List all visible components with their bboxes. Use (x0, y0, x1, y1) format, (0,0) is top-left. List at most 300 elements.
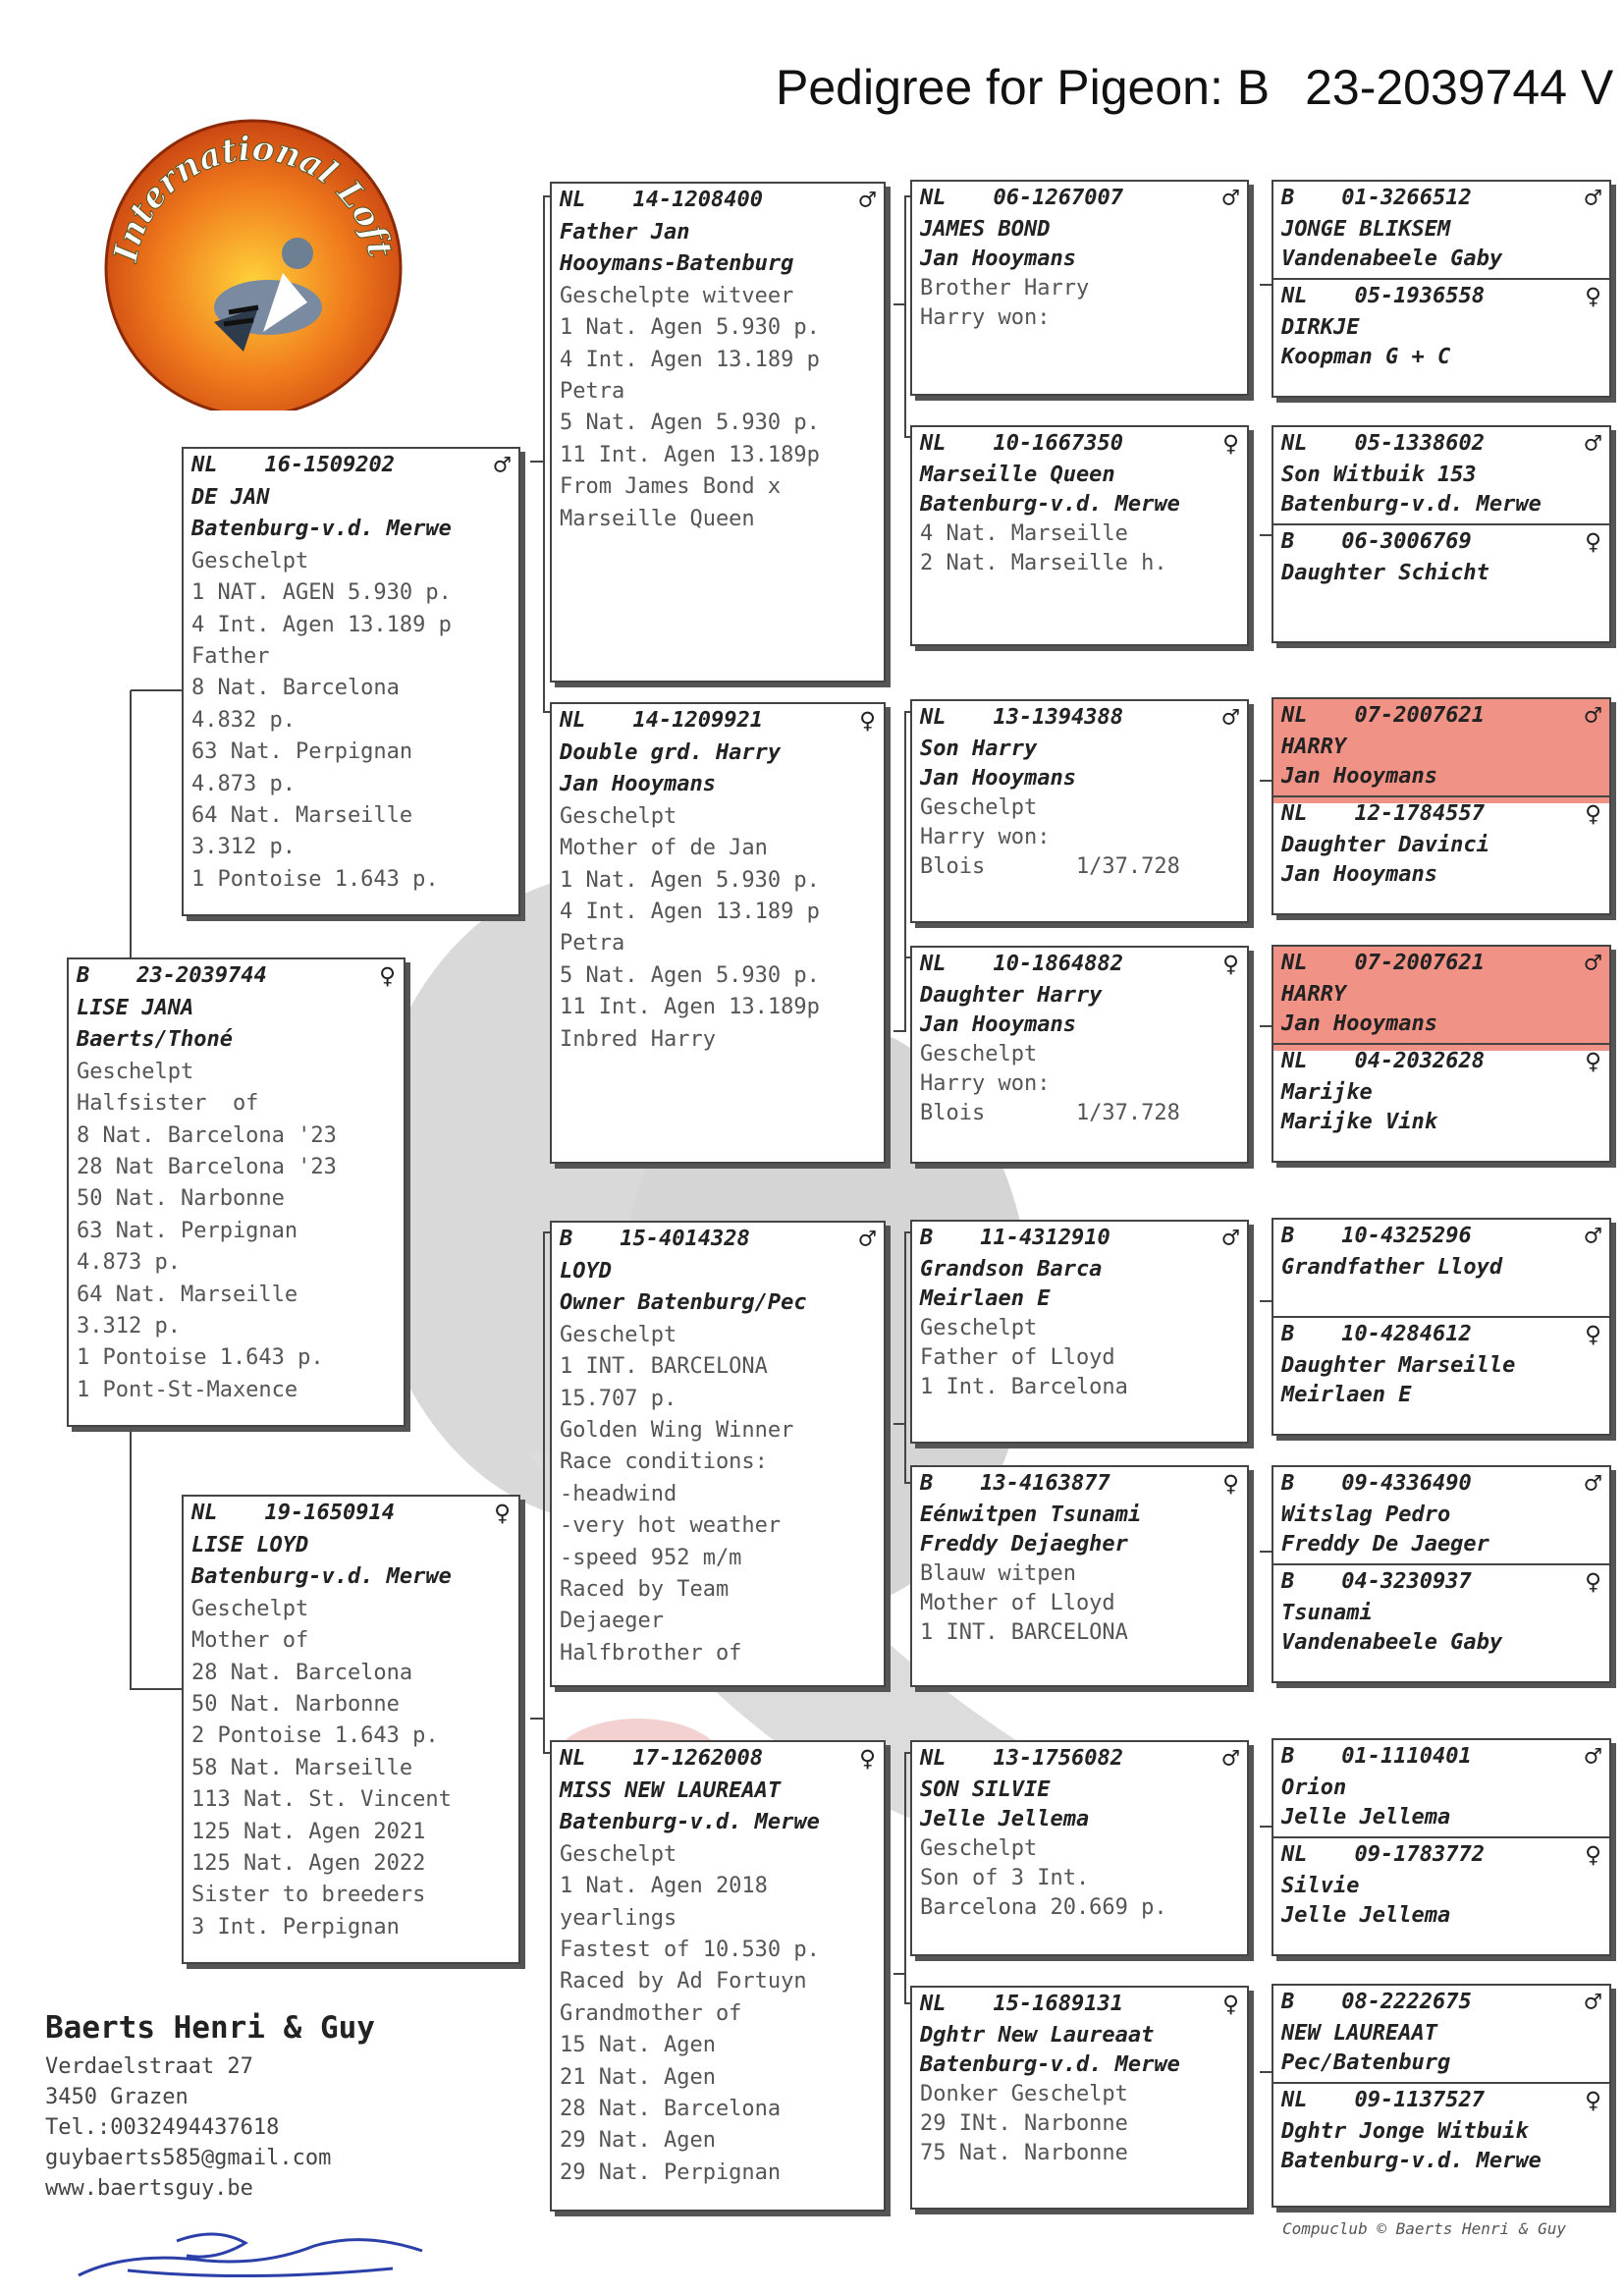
pigeon-note-line: Son of 3 Int. (920, 1866, 1090, 1890)
pigeon-note-line: -headwind (560, 1481, 677, 1506)
pigeon-name-line: Marijke (1281, 1080, 1373, 1105)
pigeon-note-line: 64 Nat. Marseille (77, 1282, 298, 1307)
male-symbol-icon: ♂ (1585, 181, 1601, 214)
pigeon-note-line: 1 INT. BARCELONA (920, 1620, 1128, 1645)
pigeon-note-line: 4 Nat. Marseille (920, 521, 1128, 546)
pigeon-note-line: 15.707 p. (560, 1386, 677, 1411)
pigeon-name-line: Marijke Vink (1281, 1110, 1437, 1134)
pigeon-note-line: 3.312 p. (77, 1314, 181, 1339)
male-symbol-icon: ♂ (859, 1222, 876, 1255)
pigeon-header (191, 1497, 511, 1530)
pigeon-note-line: 28 Nat. Barcelona (560, 2097, 782, 2122)
country-code: NL (191, 452, 218, 477)
pigeon-note-line: 4.832 p. (191, 707, 296, 733)
pigeon-name-line: Jan Hooymans (1281, 764, 1437, 789)
country-code: NL (920, 1991, 947, 2016)
ring-number: 19-1650914 (264, 1500, 395, 1525)
country-code: B (1281, 1568, 1295, 1594)
ring-number: 06-1267007 (993, 185, 1123, 210)
pigeon-note-line: 1 Pontoise 1.643 p. (77, 1345, 324, 1371)
pigeon-note-line: Father (191, 644, 270, 670)
ring-number: 07-2007621 (1354, 950, 1485, 975)
pigeon-note-line: Geschelpt (560, 803, 677, 829)
pigeon-note-line: Petra (560, 379, 625, 405)
pigeon-note-line: 4 Int. Agen 13.189 p (560, 347, 820, 372)
pigeon-header (1281, 1565, 1601, 1599)
pigeon-name-line: DE JAN (191, 485, 270, 510)
pigeon-note-line: 58 Nat. Marseille (191, 1755, 413, 1780)
pigeon-note-line: Geschelpt (560, 1322, 677, 1347)
country-code: NL (1281, 800, 1308, 826)
pigeon-name-line: Jan Hooymans (1281, 1011, 1437, 1036)
pigeon-note-line: Halfbrother of (560, 1640, 742, 1666)
female-symbol-icon: ♀ (1585, 279, 1601, 312)
pigeon-note-line: Brother Harry (920, 276, 1090, 301)
country-code: NL (1281, 702, 1308, 728)
pigeon-header (1281, 182, 1601, 215)
female-symbol-icon: ♀ (1585, 1317, 1601, 1350)
male-symbol-icon: ♂ (1222, 1221, 1239, 1254)
pigeon-note-line: Geschelpt (920, 795, 1038, 820)
pigeon-name-line: Hooymans-Batenburg (560, 251, 794, 277)
pigeon-header (1281, 2084, 1601, 2117)
pigeon-name-line: Dghtr Jonge Witbuik (1281, 2119, 1529, 2144)
pigeon-name-line: Batenburg-v.d. Merwe (560, 1810, 820, 1835)
pigeon-note-line: 50 Nat. Narbonne (191, 1692, 400, 1718)
ring-number: 09-4336490 (1341, 1470, 1472, 1496)
pigeon-name-line: Eénwitpen Tsunami (920, 1503, 1142, 1527)
pigeon-note-line: 4.873 p. (77, 1250, 181, 1276)
female-symbol-icon: ♀ (1222, 1466, 1239, 1500)
female-symbol-icon: ♀ (1585, 796, 1601, 830)
pigeon-name-line: Meirlaen E (1281, 1383, 1412, 1407)
female-symbol-icon: ♀ (1585, 1564, 1601, 1598)
ring-number: 11-4312910 (980, 1225, 1110, 1250)
male-symbol-icon: ♂ (1222, 700, 1239, 734)
female-symbol-icon: ♀ (494, 1496, 511, 1529)
card-gen4-pair-8[interactable] (1272, 1984, 1611, 2208)
country-code: NL (1281, 2087, 1308, 2112)
card-gen4-pair-4[interactable] (1272, 945, 1611, 1163)
male-symbol-icon: ♂ (1585, 946, 1601, 979)
country-code: B (920, 1470, 934, 1496)
pigeon-header (191, 449, 511, 482)
pigeon-name-line: Batenburg-v.d. Merwe (920, 2052, 1180, 2077)
pigeon-note-line: 29 INt. Narbonne (920, 2111, 1128, 2136)
pigeon-header (1281, 1740, 1601, 1774)
pigeon-note-line: 1 Pont-St-Maxence (77, 1377, 298, 1402)
pigeon-note-line: Blauw witpen (920, 1561, 1076, 1586)
pigeon-name-line: Jelle Jellema (920, 1807, 1090, 1831)
pigeon-note-line: 28 Nat Barcelona '23 (77, 1155, 337, 1180)
pigeon-note-line: 2 Pontoise 1.643 p. (191, 1723, 439, 1749)
pigeon-note-line: 1 Pontoise 1.643 p. (191, 866, 439, 892)
pigeon-name-line: Orion (1281, 1776, 1347, 1800)
card-mff[interactable] (910, 1220, 1249, 1444)
country-code: NL (560, 707, 586, 733)
pigeon-note-line: yearlings (560, 1905, 677, 1931)
pigeon-name-line: JAMES BOND (920, 217, 1051, 242)
pigeon-name-line: Batenburg-v.d. Merwe (920, 492, 1180, 517)
pigeon-note-line: 125 Nat. Agen 2022 (191, 1851, 426, 1877)
pigeon-header (1281, 797, 1601, 831)
pigeon-header (1281, 427, 1601, 461)
country-code: NL (1281, 430, 1308, 456)
female-symbol-icon: ♀ (1222, 947, 1239, 980)
card-gen4-pair-6[interactable] (1272, 1465, 1611, 1683)
pigeon-name-line: MISS NEW LAUREAAT (560, 1778, 782, 1803)
female-symbol-icon: ♀ (859, 703, 876, 737)
pigeon-note-line: 75 Nat. Narbonne (920, 2141, 1128, 2165)
male-symbol-icon: ♂ (494, 448, 511, 481)
pigeon-note-line: 11 Int. Agen 13.189p (560, 442, 820, 467)
card-father-father[interactable] (550, 182, 886, 683)
card-fmf[interactable] (910, 699, 1249, 923)
pigeon-name-line: Jan Hooymans (920, 246, 1076, 271)
pigeon-note-line: 29 Nat. Perpignan (560, 2159, 782, 2185)
male-symbol-icon: ♂ (1585, 1219, 1601, 1252)
pigeon-header (560, 1742, 876, 1776)
pigeon-header (920, 1742, 1239, 1776)
pigeon-name-line: Jelle Jellema (1281, 1805, 1451, 1830)
pigeon-note-line: Father of Lloyd (920, 1345, 1115, 1370)
male-symbol-icon: ♂ (1585, 1466, 1601, 1500)
pigeon-note-line: 4.873 p. (191, 771, 296, 796)
card-mfm[interactable] (910, 1465, 1249, 1687)
country-code: NL (920, 430, 947, 456)
pigeon-name-line: Freddy Dejaegher (920, 1532, 1128, 1557)
pigeon-header (920, 1467, 1239, 1501)
ring-number: 13-1756082 (993, 1745, 1123, 1771)
card-mother[interactable] (182, 1495, 520, 1964)
pigeon-name-line: Dghtr New Laureaat (920, 2023, 1155, 2048)
ring-number: 12-1784557 (1354, 800, 1485, 826)
ring-number: 16-1509202 (264, 452, 395, 477)
country-code: B (1281, 185, 1295, 210)
pigeon-note-line: 50 Nat. Narbonne (77, 1186, 285, 1212)
pigeon-name-line: Batenburg-v.d. Merwe (1281, 492, 1542, 517)
pigeon-name-line: Freddy De Jaeger (1281, 1532, 1489, 1557)
pigeon-name-line: DIRKJE (1281, 315, 1360, 340)
country-code: NL (560, 1745, 586, 1771)
pigeon-name-line (1281, 1283, 1601, 1312)
pigeon-name-line: Daughter Davinci (1281, 833, 1489, 857)
country-code: B (1281, 1470, 1295, 1496)
card-fmm[interactable] (910, 946, 1249, 1164)
male-symbol-icon: ♂ (1585, 1739, 1601, 1773)
pigeon-header (920, 1222, 1239, 1255)
female-symbol-icon: ♀ (1222, 426, 1239, 460)
pigeon-name-line: Batenburg-v.d. Merwe (191, 1564, 452, 1590)
pigeon-name-line: Owner Batenburg/Pec (560, 1290, 807, 1316)
pigeon-name-line: Witslag Pedro (1281, 1503, 1451, 1527)
pigeon-name-line: Daughter Harry (920, 983, 1103, 1008)
pigeon-note-line: 1 Nat. Agen 5.930 p. (560, 867, 820, 893)
pigeon-note-line: 63 Nat. Perpignan (191, 739, 413, 765)
pigeon-note-line: Mother of (191, 1628, 309, 1654)
country-code: NL (560, 187, 586, 212)
pigeon-note-line: Barcelona 20.669 p. (920, 1895, 1167, 1920)
pigeon-note-line: Mother of de Jan (560, 836, 768, 861)
country-code: NL (920, 704, 947, 730)
pigeon-header (1281, 947, 1601, 980)
male-symbol-icon: ♂ (1585, 426, 1601, 460)
female-symbol-icon: ♀ (1585, 1837, 1601, 1871)
country-code: NL (1281, 950, 1308, 975)
pigeon-note-line: Harry won: (920, 305, 1051, 330)
pigeon-name-line: Pec/Batenburg (1281, 2050, 1451, 2075)
pigeon-name-line: Son Witbuik 153 (1281, 463, 1477, 487)
owner-address: Verdaelstraat 27 (45, 2054, 253, 2079)
card-fff[interactable] (910, 180, 1249, 396)
pigeon-name-line: Silvie (1281, 1874, 1360, 1898)
pigeon-note-line: 125 Nat. Agen 2021 (191, 1819, 426, 1844)
card-gen4-pair-3[interactable] (1272, 697, 1611, 915)
pigeon-header (1281, 1318, 1601, 1351)
pigeon-header (77, 959, 396, 993)
male-symbol-icon: ♂ (1222, 1741, 1239, 1775)
pigeon-name-line: Tsunami (1281, 1601, 1373, 1625)
female-symbol-icon: ♀ (859, 1741, 876, 1775)
pigeon-header (1281, 1467, 1601, 1501)
pigeon-name-line: Jelle Jellema (1281, 1903, 1451, 1928)
pigeon-name-line: Grandfather Lloyd (1281, 1255, 1503, 1280)
pigeon-note-line: 64 Nat. Marseille (191, 803, 413, 829)
pigeon-name-line: LOYD (560, 1259, 612, 1284)
pigeon-note-line: 4 Int. Agen 13.189 p (560, 900, 820, 925)
pigeon-header (1281, 525, 1601, 559)
ring-number: 09-1783772 (1354, 1841, 1485, 1867)
ring-number: 01-3266512 (1341, 185, 1472, 210)
card-mother-mother[interactable] (550, 1740, 886, 2212)
pigeon-note-line: Blois 1/37.728 (920, 854, 1180, 879)
pigeon-note-line: -very hot weather (560, 1513, 782, 1539)
country-code: NL (920, 1745, 947, 1771)
country-code: B (77, 962, 90, 988)
male-symbol-icon: ♂ (1585, 698, 1601, 732)
pigeon-name-line: Double grd. Harry (560, 740, 782, 765)
pigeon-name-line: Vandenabeele Gaby (1281, 1630, 1503, 1655)
pigeon-note-line: Harry won: (920, 1071, 1051, 1096)
owner-name: Baerts Henri & Guy (45, 2010, 375, 2046)
pigeon-header (560, 1223, 876, 1256)
ring-number: 07-2007621 (1354, 702, 1485, 728)
ring-number: 10-4284612 (1341, 1321, 1472, 1346)
pigeon-breeder: Baerts/Thoné (77, 1027, 233, 1053)
pigeon-name-line: Meirlaen E (920, 1286, 1051, 1311)
ring-number: 13-4163877 (980, 1470, 1110, 1496)
pigeon-note-line: Race conditions: (560, 1449, 768, 1475)
owner-website[interactable]: www.baertsguy.be (45, 2176, 253, 2201)
card-mmf[interactable] (910, 1740, 1249, 1956)
pigeon-header (560, 704, 876, 738)
pigeon-note-line: Donker Geschelpt (920, 2082, 1128, 2106)
country-code: NL (1281, 283, 1308, 308)
pigeon-note-line: Halfsister of (77, 1091, 259, 1117)
card-gen4-pair-1[interactable] (1272, 180, 1611, 398)
female-symbol-icon: ♀ (1585, 2083, 1601, 2116)
male-symbol-icon: ♂ (859, 183, 876, 216)
pigeon-name-line: Marseille Queen (920, 463, 1115, 487)
pigeon-note-line: Petra (560, 931, 625, 956)
pigeon-name-line: Jan Hooymans (1281, 862, 1437, 887)
pigeon-name-line: Son Harry (920, 737, 1038, 761)
ring-number: 05-1338602 (1354, 430, 1485, 456)
pigeon-name-line: NEW LAUREAAT (1281, 2021, 1437, 2046)
pigeon-name-line: Jan Hooymans (920, 1012, 1076, 1037)
pigeon-header (920, 427, 1239, 461)
pigeon-note-line: Harry won: (920, 825, 1051, 849)
country-code: B (1281, 1989, 1295, 2014)
title-prefix: Pedigree for Pigeon: B (776, 60, 1271, 115)
male-symbol-icon: ♂ (1585, 1985, 1601, 2018)
pigeon-note-line: Geschelpt (560, 1841, 677, 1867)
handwritten-signature (69, 2221, 442, 2290)
ring-number: 09-1137527 (1354, 2087, 1485, 2112)
card-mother-father[interactable] (550, 1221, 886, 1687)
pigeon-name-line: Father Jan (560, 220, 690, 245)
owner-city: 3450 Grazen (45, 2085, 189, 2109)
ring-number: 04-3230937 (1341, 1568, 1472, 1594)
pigeon-note-line: Raced by Ad Fortuyn (560, 1969, 807, 1994)
pigeon-note-line: 1 Nat. Agen 2018 (560, 1874, 768, 1899)
pigeon-header (1281, 1045, 1601, 1078)
pigeon-name-line: Jan Hooymans (560, 772, 716, 797)
female-symbol-icon: ♀ (1585, 524, 1601, 558)
owner-email[interactable]: guybaerts585@gmail.com (45, 2146, 332, 2170)
svg-text:International Loft: International Loft (106, 129, 400, 265)
pigeon-name-line: Grandson Barca (920, 1257, 1103, 1282)
card-gen4-pair-7[interactable] (1272, 1738, 1611, 1956)
pigeon-note-line: 4 Int. Agen 13.189 p (191, 612, 452, 637)
pigeon-note-line: 5 Nat. Agen 5.930 p. (560, 410, 820, 436)
card-father-mother[interactable] (550, 702, 886, 1164)
pigeon-note-line: Blois 1/37.728 (920, 1101, 1180, 1125)
pigeon-name-line: SON SILVIE (920, 1777, 1051, 1802)
ring-number: 23-2039744 (136, 962, 267, 988)
pigeon-note-line: Grandmother of (560, 2000, 742, 2026)
pigeon-note-line: Geschelpt (920, 1316, 1038, 1340)
pigeon-note-line: Raced by Team (560, 1577, 730, 1603)
pigeon-note-line: 5 Nat. Agen 5.930 p. (560, 962, 820, 988)
pigeon-note-line: Marseille Queen (560, 506, 755, 531)
pigeon-note-line: Geschelpt (191, 1596, 309, 1621)
pigeon-note-line: 1 INT. BARCELONA (560, 1354, 768, 1380)
female-symbol-icon: ♀ (1585, 1044, 1601, 1077)
pigeon-note-line: 29 Nat. Agen (560, 2128, 716, 2154)
footer-copyright: Compuclub © Baerts Henri & Guy (1282, 2219, 1566, 2238)
country-code: B (1281, 528, 1295, 554)
pigeon-note-line: From James Bond x (560, 474, 782, 500)
pigeon-name: LISE JANA (77, 996, 194, 1020)
ring-number: 01-1110401 (1341, 1743, 1472, 1769)
female-symbol-icon: ♀ (379, 958, 396, 992)
pigeon-note-line: 2 Nat. Marseille h. (920, 551, 1167, 575)
pigeon-header (1281, 1986, 1601, 2019)
country-code: NL (1281, 1048, 1308, 1073)
pigeon-note-line: 113 Nat. St. Vincent (191, 1787, 452, 1813)
ring-number: 10-1667350 (993, 430, 1123, 456)
pigeon-name-line: Daughter Marseille (1281, 1353, 1516, 1378)
owner-contact-block (45, 2010, 375, 2204)
ring-number: 13-1394388 (993, 704, 1123, 730)
country-code: B (1281, 1321, 1295, 1346)
ring-number: 17-1262008 (632, 1745, 763, 1771)
ring-number: 10-1864882 (993, 951, 1123, 976)
ring-number: 08-2222675 (1341, 1989, 1472, 2014)
pigeon-note-line: 1 Nat. Agen 5.930 p. (560, 315, 820, 341)
pigeon-note-line: 1 NAT. AGEN 5.930 p. (191, 580, 452, 606)
card-gen4-pair-5[interactable] (1272, 1218, 1611, 1436)
ring-number: 15-4014328 (620, 1226, 750, 1251)
pigeon-name-line: Batenburg-v.d. Merwe (191, 517, 452, 542)
international-loft-logo (96, 106, 410, 410)
pigeon-note-line: Dejaeger (560, 1609, 664, 1634)
ring-number: 14-1209921 (632, 707, 763, 733)
ring-number: 06-3006769 (1341, 528, 1472, 554)
pigeon-note-line: 21 Nat. Agen (560, 2064, 716, 2090)
pigeon-note-line: 28 Nat. Barcelona (191, 1660, 413, 1685)
pigeon-note-line: Inbred Harry (560, 1026, 716, 1052)
pigeon-name-line: HARRY (1281, 735, 1347, 759)
pigeon-note-line: 3 Int. Perpignan (191, 1914, 400, 1940)
country-code: B (560, 1226, 573, 1251)
pigeon-header (920, 948, 1239, 981)
pigeon-note-line: Geschelpt (77, 1059, 194, 1084)
ring-number: 14-1208400 (632, 187, 763, 212)
pigeon-header (1281, 280, 1601, 313)
ring-number: 10-4325296 (1341, 1223, 1472, 1248)
pigeon-header (1281, 1838, 1601, 1872)
pigeon-note-line: 11 Int. Agen 13.189p (560, 995, 820, 1020)
pigeon-name-line: HARRY (1281, 982, 1347, 1007)
country-code: B (1281, 1743, 1295, 1769)
male-symbol-icon: ♂ (1222, 181, 1239, 214)
pigeon-note-line: Mother of Lloyd (920, 1591, 1115, 1615)
pigeon-note-line: Fastest of 10.530 p. (560, 1938, 820, 1963)
pigeon-note-line: Geschelpt (920, 1836, 1038, 1861)
pigeon-header (1281, 699, 1601, 733)
pigeon-note-line: 63 Nat. Perpignan (77, 1218, 298, 1243)
owner-phone: Tel.:0032494437618 (45, 2115, 280, 2140)
card-main-pigeon[interactable] (67, 957, 406, 1427)
country-code: B (920, 1225, 934, 1250)
pigeon-name-line: Koopman G + C (1281, 345, 1451, 369)
ring-number: 15-1689131 (993, 1991, 1123, 2016)
pigeon-note-line: 8 Nat. Barcelona '23 (77, 1122, 337, 1148)
pigeon-note-line: 3.312 p. (191, 835, 296, 860)
pigeon-name-line: Batenburg-v.d. Merwe (1281, 2149, 1542, 2173)
country-code: NL (191, 1500, 218, 1525)
country-code: NL (920, 185, 947, 210)
pigeon-note-line: Golden Wing Winner (560, 1418, 794, 1444)
card-mmm[interactable] (910, 1986, 1249, 2210)
pigeon-note-line: Geschelpt (920, 1042, 1038, 1066)
card-gen4-pair-2[interactable] (1272, 425, 1611, 643)
title-ring-number: 23-2039744 V (1305, 60, 1614, 115)
pigeon-note-line: Sister to breeders (191, 1883, 426, 1908)
pigeon-header (920, 701, 1239, 735)
country-code: NL (1281, 1841, 1308, 1867)
page-title (776, 59, 1613, 116)
card-ffm[interactable] (910, 425, 1249, 646)
ring-number: 04-2032628 (1354, 1048, 1485, 1073)
pigeon-name-line: Vandenabeele Gaby (1281, 246, 1503, 271)
pigeon-name-line: Daughter Schicht (1281, 561, 1489, 585)
pigeon-note-line: Geschelpt (191, 548, 309, 574)
female-symbol-icon: ♀ (1222, 1987, 1239, 2020)
card-father[interactable] (182, 447, 520, 916)
